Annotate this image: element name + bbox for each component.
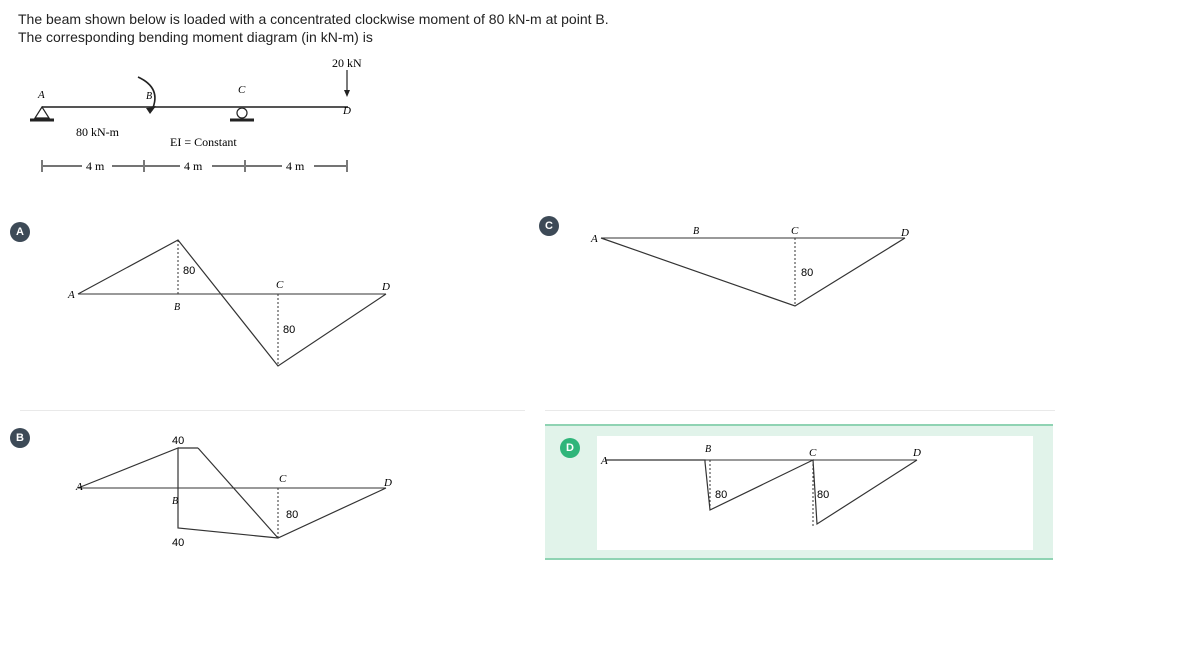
moment-label: 80 kN-m [76,125,119,139]
divider-left [20,410,525,411]
value-c: 80 [801,267,814,279]
option-a-card[interactable] [16,206,525,404]
point-d-label: D [343,105,351,117]
option-d-diagram [545,426,1053,558]
option-a-diagram [20,206,525,404]
divider-right [545,410,1055,411]
label-c: C [809,447,817,459]
bmd-line [78,448,386,538]
label-b: B [172,496,179,507]
value-c: 80 [286,509,299,521]
question-text [18,10,609,46]
label-b: B [174,302,181,313]
label-d: D [913,447,921,459]
pin-support-a [35,107,49,118]
bmd-line [78,240,386,366]
value-c: 80 [817,489,830,501]
point-b-label: B [146,91,153,102]
question-line-1: The beam shown below is loaded with a concentrated clockwise moment of 80 kN-m at point B. [18,11,609,27]
label-a: A [601,455,608,467]
point-c-label: C [238,84,246,96]
label-d: D [384,477,392,489]
option-b-diagram [20,418,525,568]
label-b: B [705,444,712,455]
span-2-label: 4 m [184,159,203,173]
bmd-line [601,238,905,306]
value-top: 40 [172,435,185,447]
question-line-2: The corresponding bending moment diagram (in kN-m) is [18,29,373,45]
label-c: C [276,279,284,291]
option-a-badge[interactable]: A [10,222,30,242]
ei-label: EI = Constant [170,135,237,149]
load-label: 20 kN [332,56,362,70]
label-b: B [693,226,700,237]
label-c: C [791,225,799,237]
span-1-label: 4 m [86,159,105,173]
label-a: A [68,289,75,301]
load-arrowhead [344,90,350,97]
value-b: 80 [183,265,196,277]
label-d: D [382,281,390,293]
option-c-diagram [545,206,1045,404]
label-a: A [76,481,83,493]
option-b-badge[interactable]: B [10,428,30,448]
span-3-label: 4 m [286,159,305,173]
point-a-label: A [38,89,45,101]
option-c-badge[interactable]: C [539,216,559,236]
value-c: 80 [283,324,296,336]
label-a: A [591,233,598,245]
option-b-card[interactable] [16,418,525,568]
value-bottom: 40 [172,537,185,549]
label-d: D [901,227,909,239]
connector [198,448,278,538]
option-d-card[interactable] [545,424,1053,560]
roller-support-c [237,108,247,118]
option-c-card[interactable] [545,206,1045,404]
bmd-line [605,460,917,524]
value-b: 80 [715,489,728,501]
option-d-badge[interactable]: D [560,438,580,458]
label-c: C [279,473,287,485]
